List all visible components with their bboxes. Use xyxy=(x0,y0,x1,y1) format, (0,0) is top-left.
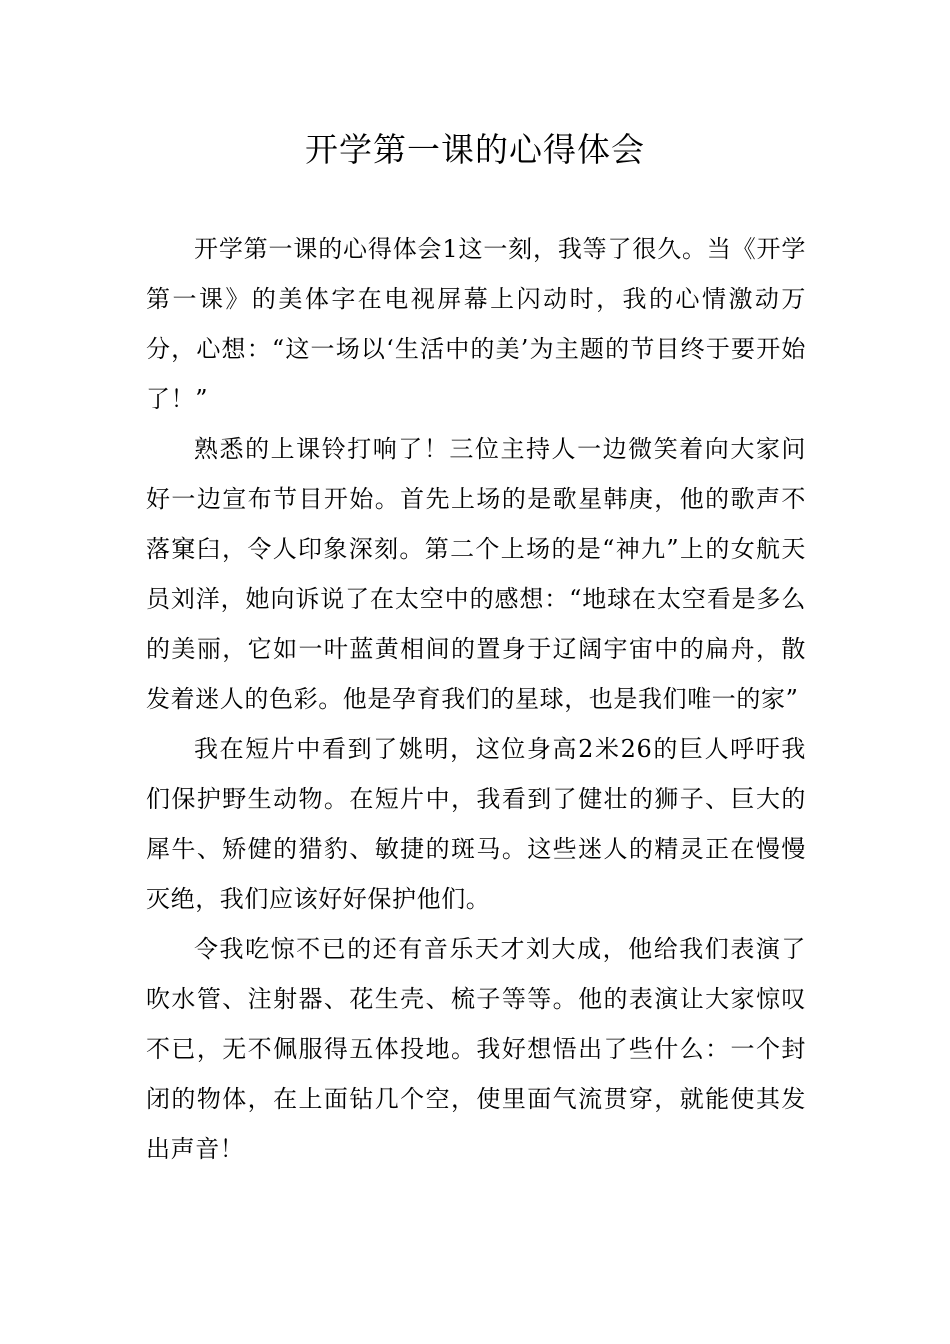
paragraph-2: 熟悉的上课铃打响了！三位主持人一边微笑着向大家问好一边宣布节目开始。首先上场的是歌星韩庚，他的歌声不落窠臼，令人印象深刻。第二个上场的是“神九”上的女航天员刘洋，她向诉说了在太空中的感想：“地球在太空看是多么的美丽，它如一叶蓝黄相间的置身于辽阔宇宙中的扁舟，散发着迷人的色彩。他是孕育我们的星球，也是我们唯一的家” xyxy=(146,435,806,713)
paragraph-4: 令我吃惊不已的还有音乐天才刘大成，他给我们表演了吹水管、注射器、花生壳、梳子等等。他的表演让大家惊叹不已，无不佩服得五体投地。我好想悟出了些什么：一个封闭的物体，在上面钻几个空，使里面气流贯穿，就能使其发出声音！ xyxy=(146,935,806,1163)
paragraph-3: 我在短片中看到了姚明，这位身高2米26的巨人呼吁我们保护野生动物。在短片中，我看到了健壮的狮子、巨大的犀牛、矫健的猎豹、敏捷的斑马。这些迷人的精灵正在慢慢灭绝，我们应该好好保护他们。 xyxy=(146,735,806,913)
paragraph-1: 开学第一课的心得体会1这一刻，我等了很久。当《开学第一课》的美体字在电视屏幕上闪动时，我的心情激动万分，心想：“这一场以‘生活中的美’为主题的节目终于要开始了！” xyxy=(146,235,806,413)
document-title: 开学第一课的心得体会 xyxy=(305,130,645,169)
document-body xyxy=(146,224,806,1174)
